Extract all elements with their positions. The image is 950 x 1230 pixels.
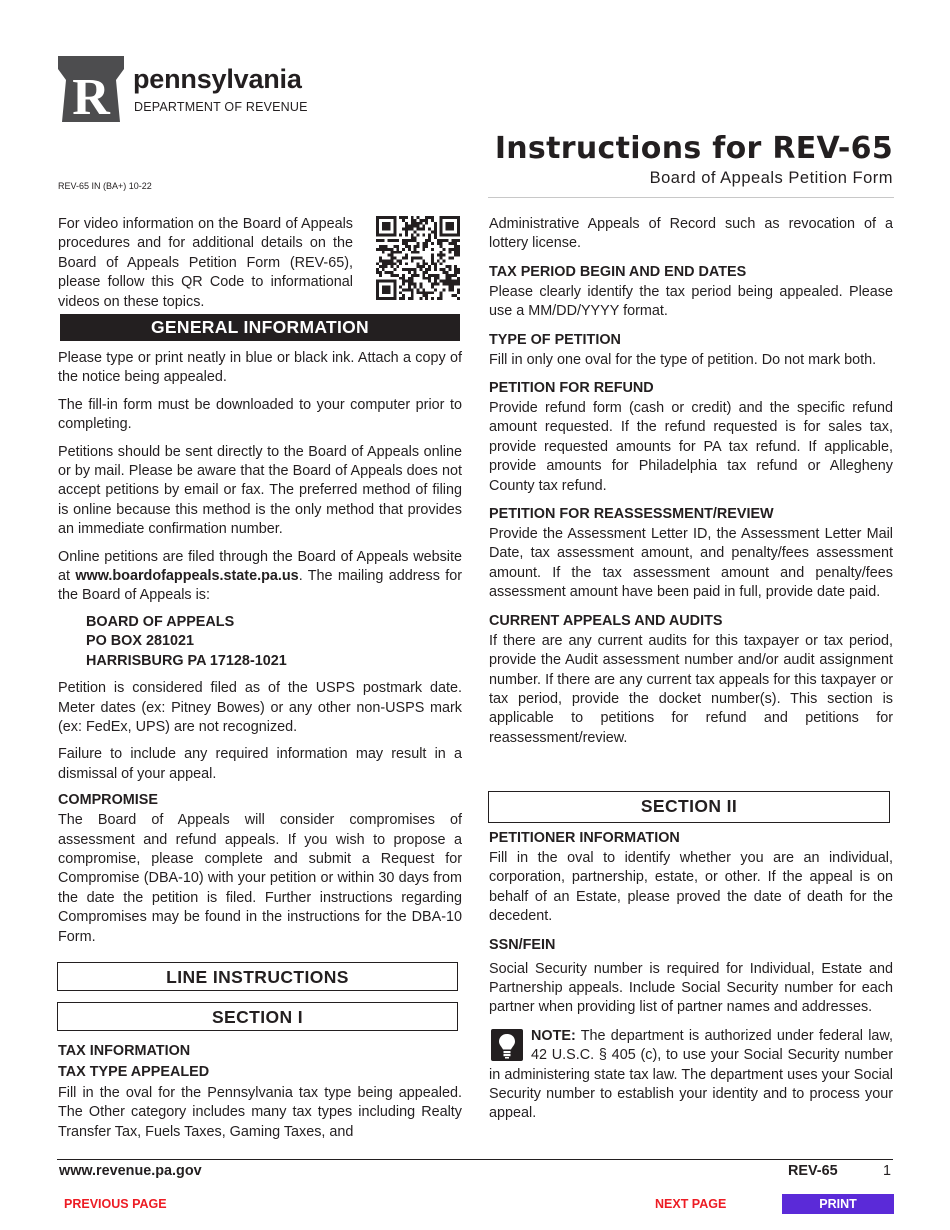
left-column — [58, 215, 462, 947]
qr-code-icon — [376, 216, 460, 300]
current-appeals-text: If there are any current audits for this taxpayer or tax period, provide the Audit assessment number and/or audit assignment number. If there are any current tax appeals for this taxpayer or tax period, provide the docket number(s). This section is applicable to petitions for refund and petitions for reassessment/review. — [489, 632, 893, 746]
ssn-fein-heading: SSN/FEIN — [489, 936, 556, 953]
general-p2: The fill-in form must be downloaded to your computer prior to completing. — [58, 396, 462, 433]
footer-page-number: 1 — [883, 1163, 892, 1179]
lightbulb-icon — [491, 1029, 523, 1061]
ssn-fein-text: Social Security number is required for Individual, Estate and Partnership appeals. Include Social Security number for each partner when providing list of partner names and addresses. — [489, 960, 893, 1016]
header-rule — [488, 197, 894, 198]
line-instructions-heading: LINE INSTRUCTIONS — [57, 962, 458, 991]
tax-period-heading: TAX PERIOD BEGIN AND END DATES — [489, 263, 747, 280]
petition-refund-heading: PETITION FOR REFUND — [489, 380, 654, 397]
compromise-heading: COMPROMISE — [58, 792, 158, 809]
general-p3: Petitions should be sent directly to the Board of Appeals online or by mail. Please be aware that the Board of Appeals does not accept petitions by email or fax. The preferred method of filing is online because this method is the only method that provides an immediate confirmation number. — [58, 443, 462, 538]
general-p4 — [58, 548, 462, 606]
section-2-content — [489, 829, 893, 1124]
mailing-address — [58, 613, 462, 671]
tax-period-text: Please clearly identify the tax period being appealed. Please use a MM/DD/YYYY format. — [489, 283, 893, 320]
compromise-text: The Board of Appeals will consider compromises of assessment and refund appeals. If you wish to propose a compromise, please complete and submit a Request for Compromise (DBA-10) with your petition or within 30 days from the date the petition is filed. Further instructions regarding Compromises may be found in the instructions for the DBA-10 Form. — [58, 812, 462, 945]
board-of-appeals-link[interactable]: www.boardofappeals.state.pa.us — [75, 568, 299, 585]
print-button-label: PRINT — [819, 1197, 857, 1211]
type-of-petition-text: Fill in only one oval for the type of petition. Do not mark both. — [489, 351, 877, 368]
page-subtitle: Board of Appeals Petition Form — [649, 169, 893, 187]
petitioner-information-heading: PETITIONER INFORMATION — [489, 830, 680, 846]
type-of-petition-heading: TYPE OF PETITION — [489, 331, 621, 348]
page-title: Instructions for REV-65 — [494, 131, 893, 166]
logo-name: pennsylvania — [133, 64, 302, 94]
note-body: The department is authorized under federal law, 42 U.S.C. § 405 (c), to use your Social Security number in administering state tax law. The department uses your Social Security number to establish your identity and to process your appeal. — [489, 1027, 893, 1122]
general-p4-post: . The mailing address for the Board of Appeals is: — [58, 568, 463, 604]
note-label: NOTE: — [531, 1027, 576, 1044]
tax-type-continued: Administrative Appeals of Record such as revocation of a lottery license. — [489, 216, 893, 252]
general-p1: Please type or print neatly in blue or black ink. Attach a copy of the notice being appealed. — [58, 350, 462, 386]
tax-type-heading: TAX TYPE APPEALED — [58, 1064, 210, 1080]
intro-text: For video information on the Board of Appeals procedures and for additional details on the Board of Appeals Petition Form (REV-65), please follow this QR Code to informational videos on these topics. — [58, 216, 353, 310]
next-page-button[interactable]: NEXT PAGE — [655, 1197, 727, 1211]
address-line: PO BOX 281021 — [86, 633, 194, 650]
note-text — [489, 1027, 893, 1124]
petition-reassessment-heading: PETITION FOR REASSESSMENT/REVIEW — [489, 506, 774, 523]
footer-form-number: REV-65 — [788, 1163, 838, 1179]
right-column — [489, 215, 893, 748]
tax-information-heading: TAX INFORMATION — [58, 1043, 191, 1059]
form-code: REV-65 IN (BA+) 10-22 — [58, 181, 152, 191]
address-line: BOARD OF APPEALS — [86, 613, 235, 630]
footer-website: www.revenue.pa.gov — [59, 1163, 202, 1179]
address-line: HARRISBURG PA 17128-1021 — [86, 652, 287, 669]
petition-refund-text: Provide refund form (cash or credit) and the specific refund amount requested. If the refund requested is for sales tax, provide requested amounts for PA tax refund. If applicable, provide amounts for Philadelphia tax refund or Allegheny County tax refund. — [489, 400, 893, 494]
intro-block — [58, 215, 462, 314]
tax-type-text: Fill in the oval for the Pennsylvania tax type being appealed. The Other category includes many tax types including Realty Transfer Tax, Fuels Taxes, Gaming Taxes, and — [58, 1085, 462, 1140]
keystone-logo-icon — [56, 56, 126, 124]
petitioner-information-text: Fill in the oval to identify whether you are an individual, corporation, partnership, estate, or other. If the appeal is on behalf of an Estate, please proved the date of death for the decedent. — [489, 850, 893, 925]
general-p4-pre: Online petitions are filed through the Board of Appeals website at — [58, 548, 462, 585]
section-2-heading: SECTION II — [488, 791, 890, 823]
current-appeals-heading: CURRENT APPEALS AND AUDITS — [489, 612, 723, 629]
petition-reassessment-text: Provide the Assessment Letter ID, the Assessment Letter Mail Date, tax assessment amount, and penalty/fees assessment amount. If the tax assessment amount and penalty/fees assessment amount have been paid in full, provide date paid. — [489, 526, 893, 601]
previous-page-button[interactable]: PREVIOUS PAGE — [64, 1197, 167, 1211]
print-button[interactable] — [782, 1194, 894, 1214]
section-1-content — [58, 1042, 462, 1142]
general-p5: Petition is considered filed as of the USPS postmark date. Meter dates (ex: Pitney Bowes) or any other non-USPS mark (ex: FedEx, UPS) are not recognized. — [58, 680, 462, 735]
general-information-heading: GENERAL INFORMATION — [60, 314, 460, 341]
logo-department: DEPARTMENT OF REVENUE — [134, 100, 308, 114]
general-p6: Failure to include any required information may result in a dismissal of your appeal. — [58, 746, 462, 782]
section-1-heading: SECTION I — [57, 1002, 458, 1031]
footer-rule — [57, 1159, 893, 1160]
logo-letter: R — [72, 69, 110, 124]
